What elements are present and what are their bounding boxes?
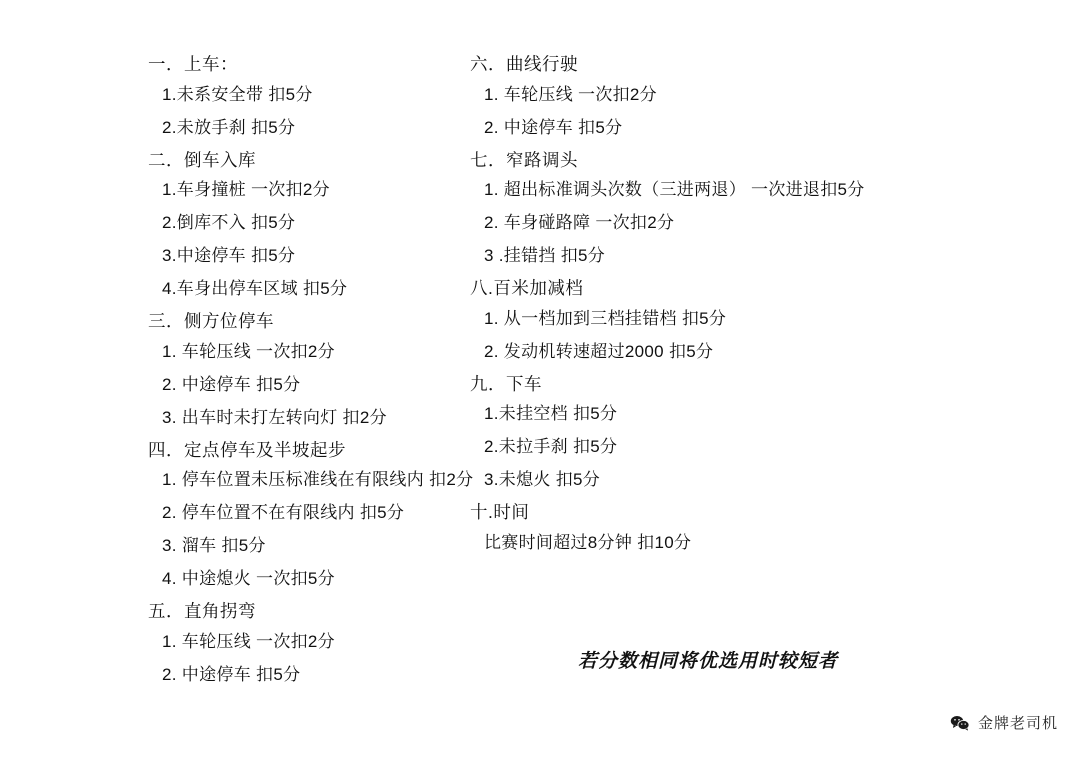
section-group — [470, 504, 1080, 551]
section-group — [470, 280, 1080, 360]
section-group — [470, 373, 1080, 489]
section-group — [148, 603, 440, 683]
section-heading: 三．侧方位停车 — [148, 311, 274, 331]
section-item: 2. 中途停车 扣5分 — [162, 664, 301, 684]
section-item: 1.车身撞桩 一次扣2分 — [162, 180, 330, 199]
section-group — [148, 439, 474, 588]
section-item: 3.未熄火 扣5分 — [484, 470, 601, 489]
section-item: 2. 中途停车 扣5分 — [162, 374, 301, 394]
section-item: 1.未系安全带 扣5分 — [162, 84, 313, 104]
section-heading: 十.时间 — [470, 502, 530, 522]
section-heading: 二．倒车入库 — [148, 149, 256, 170]
section-item: 1. 车轮压线 一次扣2分 — [162, 631, 335, 651]
section-item: 3. 溜车 扣5分 — [162, 536, 266, 555]
section-item: 1. 从一档加到三档挂错档 扣5分 — [484, 308, 727, 328]
account-footer — [950, 712, 1058, 733]
section-item: 3 .挂错挡 扣5分 — [484, 246, 606, 265]
section-heading: 九．下车 — [470, 373, 542, 394]
section-group — [470, 149, 1080, 265]
section-heading: 五．直角拐弯 — [148, 601, 256, 621]
section-item: 2.未拉手刹 扣5分 — [484, 437, 618, 456]
content-columns — [0, 56, 1080, 699]
section-heading: 六．曲线行驶 — [470, 54, 578, 74]
section-heading: 四．定点停车及半坡起步 — [148, 439, 346, 460]
section-item: 2. 车身碰路障 一次扣2分 — [484, 213, 675, 232]
section-item: 1.未挂空档 扣5分 — [484, 404, 618, 423]
section-heading: 八.百米加减档 — [470, 278, 584, 298]
account-name: 金牌老司机 — [977, 715, 1058, 732]
section-item: 4.车身出停车区域 扣5分 — [162, 279, 348, 298]
wechat-icon — [950, 715, 970, 731]
left-column — [0, 54, 474, 699]
section-item: 4. 中途熄火 一次扣5分 — [162, 569, 335, 588]
section-item: 2.倒库不入 扣5分 — [162, 213, 296, 232]
section-item: 比赛时间超过8分钟 扣10分 — [484, 532, 692, 552]
right-column — [440, 56, 1080, 567]
section-item: 1. 车轮压线 一次扣2分 — [484, 84, 657, 104]
section-heading: 一．上车： — [148, 54, 238, 74]
section-item: 2. 发动机转速超过2000 扣5分 — [484, 341, 714, 361]
section-item: 2. 中途停车 扣5分 — [484, 117, 623, 137]
section-group — [148, 313, 440, 426]
section-group — [148, 56, 440, 136]
section-group — [148, 149, 440, 298]
section-item: 1. 超出标准调头次数（三进两退） 一次进退扣5分 — [484, 180, 865, 199]
section-heading: 七．窄路调头 — [470, 149, 578, 170]
section-item: 1. 停车位置未压标准线在有限线内 扣2分 — [162, 470, 474, 489]
section-item: 1. 车轮压线 一次扣2分 — [162, 341, 335, 361]
section-item: 3. 出车时未打左转向灯 扣2分 — [162, 407, 387, 427]
section-group — [470, 56, 1080, 136]
section-item: 2.未放手刹 扣5分 — [162, 117, 296, 137]
tiebreaker-note: 若分数相同将优选用时较短者 — [578, 651, 839, 672]
section-item: 3.中途停车 扣5分 — [162, 246, 296, 265]
section-item: 2. 停车位置不在有限线内 扣5分 — [162, 503, 405, 522]
